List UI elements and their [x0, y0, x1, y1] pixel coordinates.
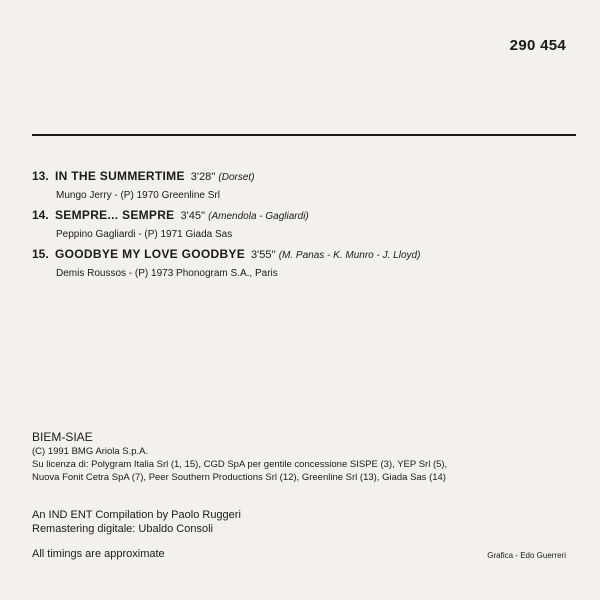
- compilation-credit: An IND ENT Compilation by Paolo Ruggeri: [32, 509, 241, 521]
- track-duration: 3'45'': [180, 210, 206, 222]
- remastering-credit: Remastering digitale: Ubaldo Consoli: [32, 523, 213, 535]
- track-title: GOODBYE MY LOVE GOODBYE: [55, 247, 246, 261]
- track-title: IN THE SUMMERTIME: [55, 169, 185, 183]
- legal-block: [32, 430, 447, 484]
- licence-line: Su licenza di: Polygram Italia Srl (1, 15), CGD SpA per gentile concessione SISPE (3), YEP Srl (5),: [32, 459, 448, 470]
- track-title: SEMPRE... SEMPRE: [55, 208, 175, 222]
- track-authors: (Amendola - Gagliardi): [208, 211, 309, 222]
- track-item: [32, 168, 420, 202]
- biem-siae-label: BIEM-SIAE: [32, 430, 93, 444]
- track-duration: 3'28'': [190, 171, 216, 183]
- track-credit: Demis Roussos - (P) 1973 Phonogram S.A., Paris: [56, 268, 278, 279]
- track-authors: (M. Panas - K. Munro - J. Lloyd): [278, 250, 421, 261]
- track-number: 15.: [32, 247, 49, 261]
- track-authors: (Dorset): [218, 172, 255, 183]
- track-credit: Mungo Jerry - (P) 1970 Greenline Srl: [56, 190, 220, 201]
- licence-line: Nuova Fonit Cetra SpA (7), Peer Southern Productions Srl (12), Greenline Srl (13), Giada Sas (14): [32, 472, 446, 483]
- grafica-credit: Grafica - Edo Guerreri: [487, 551, 566, 560]
- divider-rule: [32, 134, 576, 136]
- track-credit: Peppino Gagliardi - (P) 1971 Giada Sas: [56, 229, 233, 240]
- track-number: 13.: [32, 169, 49, 183]
- track-list: [32, 168, 420, 285]
- timings-note: All timings are approximate: [32, 548, 165, 560]
- credits-block: [32, 508, 241, 536]
- track-item: [32, 246, 420, 280]
- copyright-line: (C) 1991 BMG Ariola S.p.A.: [32, 446, 149, 457]
- track-item: [32, 207, 420, 241]
- track-duration: 3'55'': [251, 249, 276, 261]
- catalog-number: 290 454: [509, 37, 566, 54]
- track-number: 14.: [32, 208, 49, 222]
